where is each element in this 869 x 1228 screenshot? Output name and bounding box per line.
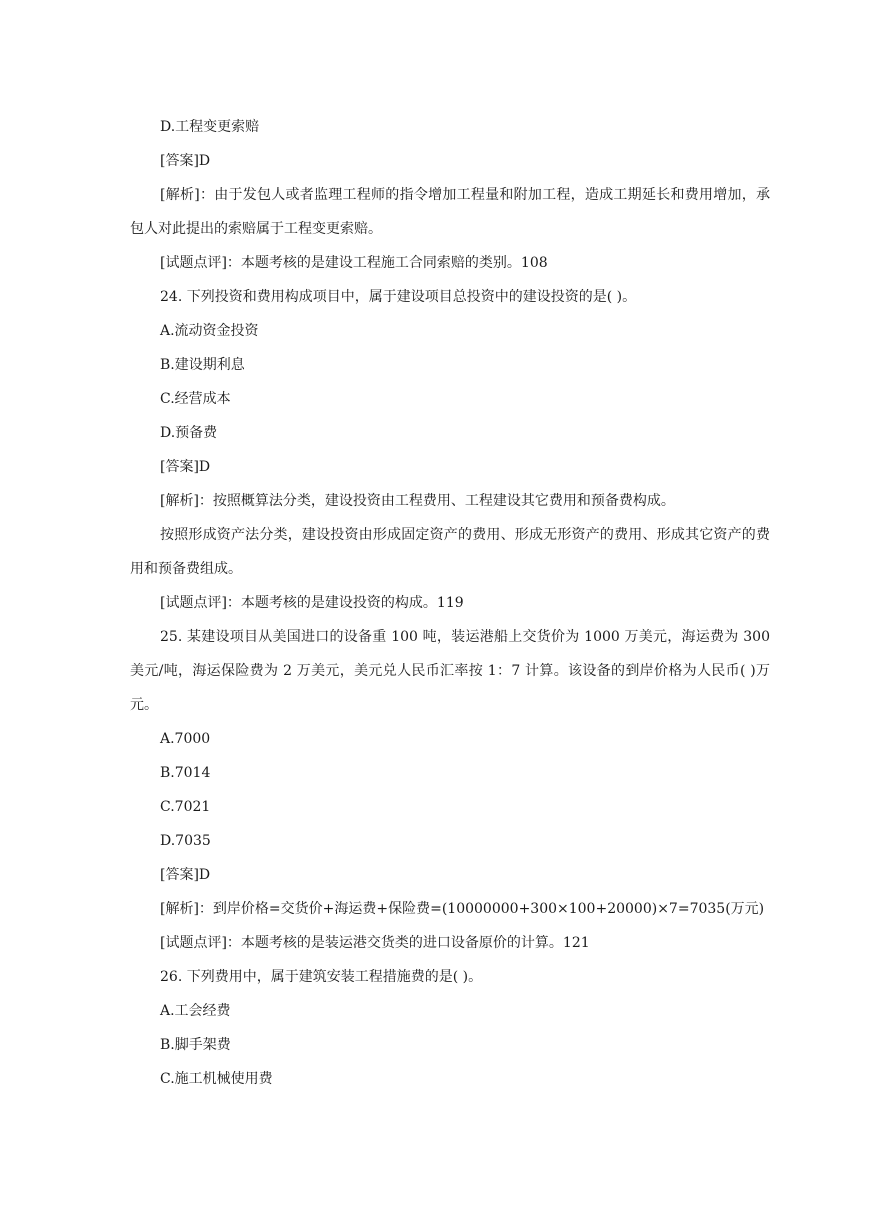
answer-line: [答案]D	[160, 867, 211, 883]
option-line: D.工程变更索赔	[160, 119, 260, 135]
comment-line: [试题点评]：本题考核的是建设工程施工合同索赔的类别。108	[160, 255, 548, 271]
comment-line: [试题点评]：本题考核的是装运港交货类的进口设备原价的计算。121	[160, 935, 590, 951]
option-line: C.施工机械使用费	[160, 1071, 273, 1087]
question-26: 26. 下列费用中，属于建筑安装工程措施费的是( )。	[160, 969, 483, 985]
option-line: A.流动资金投资	[160, 323, 259, 339]
answer-line: [答案]D	[160, 459, 211, 475]
answer-line: [答案]D	[160, 153, 211, 169]
analysis-paragraph: 按照形成资产法分类，建设投资由形成固定资产的费用、形成无形资产的费用、形成其它资产的费用和预备费组成。	[130, 527, 770, 577]
option-line: B.7014	[160, 765, 211, 781]
question-24: 24. 下列投资和费用构成项目中，属于建设项目总投资中的建设投资的是( )。	[160, 289, 637, 305]
option-line: A.7000	[160, 731, 211, 747]
analysis-paragraph: [解析]：到岸价格=交货价+海运费+保险费=(10000000+300×100+20000)×7=7035(万元)	[160, 901, 765, 917]
analysis-line: [解析]：按照概算法分类，建设投资由工程费用、工程建设其它费用和预备费构成。	[160, 493, 675, 509]
option-line: D.7035	[160, 833, 211, 849]
option-line: C.经营成本	[160, 391, 231, 407]
option-line: B.脚手架费	[160, 1037, 231, 1053]
analysis-paragraph: [解析]：由于发包人或者监理工程师的指令增加工程量和附加工程，造成工期延长和费用增加，承包人对此提出的索赔属于工程变更索赔。	[130, 187, 770, 237]
option-line: B.建设期利息	[160, 357, 245, 373]
comment-line: [试题点评]：本题考核的是建设投资的构成。119	[160, 595, 464, 611]
option-line: A.工会经费	[160, 1003, 231, 1019]
option-line: D.预备费	[160, 425, 218, 441]
document-body	[130, 110, 770, 1096]
option-line: C.7021	[160, 799, 211, 815]
question-25: 25. 某建设项目从美国进口的设备重 100 吨，装运港船上交货价为 1000 万美元，海运费为 300 美元/吨，海运保险费为 2 万美元，美元兑人民币汇率按 1：7 计算。该设备的到岸价格为人民币( )万元。	[130, 629, 770, 713]
